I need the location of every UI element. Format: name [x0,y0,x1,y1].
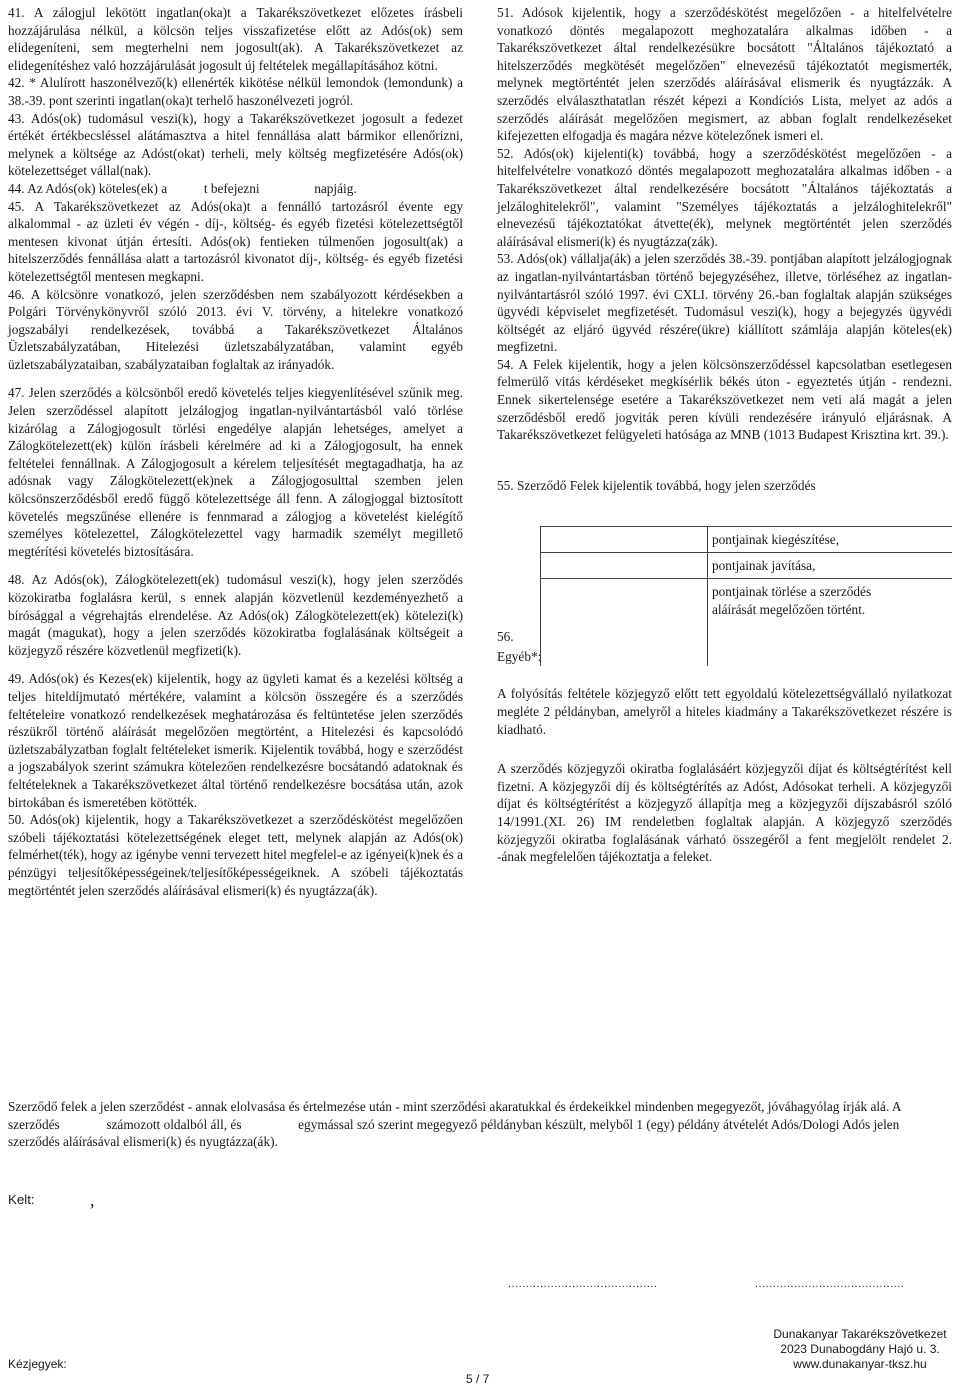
left-column [8,4,463,899]
clause-46: 46. A kölcsönre vonatkozó, jelen szerződésben nem szabályozott kérdésekben a Polgári Törvénykönyvről szóló 2013. évi V. törvény, a hitelekre vonatkozó jogszabályi rendelkezések, továbbá a Takarékszövetkezet Általános Üzletszabályzatában, Hitelezési üzletszabályzatában, valamint egyéb üzletszabályzataiban, szabályzataiban foglaltak az irányadók. [8,286,463,372]
bank-name: Dunakanyar Takarékszövetkezet [773,1327,947,1341]
initials-label: Kézjegyek: [8,1357,67,1371]
closing-part-1: Szerződő felek a jelen szerződést - annak elolvasása és értelmezése után - mint szerződési akaratukkal és érdekeikkel mindenben megegyezőt, jóváhagyólag írják alá. A szerződés [8,1099,901,1132]
amend-supplement: pontjainak kiegészítése, [712,532,840,548]
clause-42: 42. * Alulírott haszonélvező(k) ellenérték kikötése nélkül lemondok (lemondunk) a 38.-39. pont szerinti ingatlan(oka)t terhelő haszonélvezeti jogról. [8,75,463,108]
clause-56-label: Egyéb*: [497,649,542,665]
amend-correction: pontjainak javítása, [712,558,816,574]
table-inner-border [707,526,708,666]
clause-43: 43. Adós(ok) tudomásul veszi(k), hogy a Takarékszövetkezet jogosult a fedezet értékét értékbecsléssel alátámasztva a hitel fennállása alatt bármikor ellenőrizni, melynek a költsége az Adóst(okat) terheli, mely költség megfizetésére Adós(ok) kötelezettséget vállal(nak). [8,110,463,179]
bank-info [762,1327,958,1372]
clause-44 [8,180,463,198]
clause-52: 52. Adós(ok) kijelenti(k) továbbá, hogy a szerződéskötést megelőzően - a hitelfelvételre vonatkozó döntés megalapozott meghozatalára alkalmas időben - a Takarékszövetkezet által rendelkezésére bocsátott "Általános tájékoztatás a jelzáloghitelekről", valamint "Személyes tájékoztatás a jelzáloghitelekről" elnevezésű tájékoztatókat átvette(ék), melynek megtörténtét jelen szerződés aláírásával elismeri(k) és nyugtázza(zák). [497,145,952,249]
clause-47: 47. Jelen szerződés a kölcsönből eredő követelés teljes kiegyenlítésével szűnik meg. Jelen szerződéssel alapított jelzálogjog ingatlan-nyilvántartásból való törlése kizárólag a Zálogjogosult törlési engedélye alapján lehetséges, amelyet a Zálogkötelezett(ek) külön írásbeli kérelmére ad ki a Zálogjogosult, ha ennek feltételei fennállnak. A Zálogjogosult a kérelem teljesítését megtagadhatja, ha az adósnak vagy Zálogkötelezett(ek)nek a Zálogjogosulttal szemben jelen kölcsönszerződésből eredő függő kötelezettsége áll fenn. A zálogjoggal biztosított követelés megszűnése ellenére is fennmarad a zálogjog a követelést kielégítő személyes kötelezettel, Zálogkötelezettel vagy harmadik személyt megillető megtérítési követelés biztosítására. [8,385,463,559]
clause-56-number: 56. [497,629,514,645]
clause-53: 53. Adós(ok) vállalja(ák) a jelen szerződés 38.-39. pontjában alapított jelzálogjognak az ingatlan-nyilvántartásban történő bejegyzéséhez, illetve, törléséhez az ingatlan-nyilvántartásról szóló 1997. évi CXLI. törvény 26.-ban foglaltak alapján szükséges ügyvédi képviselet megfizetését. Tudomásul veszi(k), hogy a bejegyzés ügyvédi költségét az eljáró ügyvéd részére(ükre) kiállított számlája alapján köteles(ek) megfizetni. [497,251,952,355]
closing-part-2: számozott oldalból áll, és [106,1116,242,1132]
amendment-table [497,504,952,674]
page-number: 5 / 7 [466,1372,490,1386]
clause-54: 54. A Felek kijelentik, hogy a jelen kölcsönszerződéssel kapcsolatban esetlegesen felmerülő vitás kérdéseket megkísérlik békés úton - egyeztetés útján - rendezni. Ennek sikertelensége esetére a Takarékszövetkezet nem veti alá magát a jelen szerződésből eredő jogviták peren kívüli rendezésére irányuló eljárásnak. A Takarékszövetkezet felügyeleti hatósága az MNB (1013 Budapest Krisztina krt. 39.). [497,356,952,443]
clause-51: 51. Adósok kijelentik, hogy a szerződéskötést megelőzően - a hitelfelvételre vonatkozó döntés megalapozott meghozatalára alkalmas időben - a Takarékszövetkezet által rendelkezésükre bocsátott "Általános tájékoztató a hitelszerződés megkötését megelőzően" elnevezésű tájékoztatót megismerték, melynek megtörténtét jelen szerződés aláírásával elismerik és nyugtázzák. A szerződés elválaszthatatlan részét képezi a Kondíciós Lista, melyet az adós a szerződés aláírását megelőzően megismert, az abban foglalt rendelkezéseket kifejezetten elfogadja és magára nézve kötelezőnek ismeri el. [497,5,952,144]
table-rule [540,526,952,527]
bank-website: www.dunakanyar-tksz.hu [793,1357,927,1371]
place-date-comma: , [90,1190,95,1210]
clause-41: 41. A zálogjul lekötött ingatlan(oka)t a Takarékszövetkezet előzetes írásbeli hozzájárulása nélkül, a kölcsön teljes visszafizetése előtt az Adós(ok) sem elidegeníteni, sem megterhelni nem jogosult(ak). A Takarékszövetkezet az elidegenítéshez való hozzájárulását jogosult új feltételek megállapításához kötni. [8,5,463,73]
amend-deletion: pontjainak törlése a szerződés aláírását megelőzően történt. [712,584,872,618]
notary-fee-clause: A szerződés közjegyzői okiratba foglalásáért közjegyzői díjat és költségtérítést kell fizetni. A közjegyzői díj és költségtérítés az Adóst, Adósokat terheli. A közjegyzői díjat és költségtérítést a közjegyző állapítja meg a közjegyzői díjszabásról szóló 14/1991.(XI. 26) IM rendeletben foglaltak alapján. A közjegyző szerződés közjegyzői okiratba foglalásának várható összegéről a fent megjelölt rendelet 2. -ának megfelelően tájékoztatja a feleket. [497,761,952,865]
clause-44-end: napjáig. [314,180,357,196]
clause-55: 55. Szerződő Felek kijelentik továbbá, hogy jelen szerződés [497,477,816,493]
signature-line-1: .......................................... [508,1278,658,1290]
bank-address: 2023 Dunabogdány Hajó u. 3. [780,1342,940,1356]
clause-50: 50. Adós(ok) kijelentik, hogy a Takarékszövetkezet a szerződéskötést megelőzően szóbeli tájékoztatási kötelezettségének eleget tett, melynek alapján az Adós(ok) felmérhet(ték), hogy az igénybe venni tervezett hitel megfelel-e az igényei(k)nek és a pénzügyi teljesítőképességeinek/teljesítőképességeiknek. A szóbeli tájékoztatás megtörténtét jelen szerződés aláírásával elismeri(k) és nyugtázza(ák). [8,812,463,898]
table-rule [540,552,952,553]
disbursement-condition: A folyósítás feltétele közjegyző előtt tett egyoldalú kötelezettségvállaló nyilatkozat megléte 2 példányban, amelyről a hiteles kiadmány a Takarékszövetkezet részére is kiadható. [497,686,952,737]
clause-44-middle: t befejezni [203,180,260,196]
right-column [497,4,952,866]
clause-45: 45. A Takarékszövetkezet az Adós(oka)t a fennálló tartozásról évente egy alkalommal - az üzleti év végén - díj-, költség- és egyéb fizetési kötelezettségtől mentesen kivonat útján értesíti. Adós(ok) fentieken túlmenően jogosult(ak) a hitelszerződés fennállása alatt a tartozásról kivonatot díj-, költség- és egyéb fizetési kötelezettségtől mentesen megkapni. [8,198,463,284]
closing-part-3: egymással szó szerint megegyező példányban készült, melyből 1 (egy) példány átvételét Adós/Dologi Adós jelen szerződés aláírásával elismeri(k) és nyugtázza(ák). [8,1116,900,1150]
table-left-border [540,526,541,666]
clause-49: 49. Adós(ok) és Kezes(ek) kijelentik, hogy az ügyleti kamat és a kezelési költség a teljes hiteldíjmutató mértékére, valamint a kölcsön összegére és a szerződés feltételeire vonatkozó rendelkezések meghatározása és feltüntetése jelen szerződés részükről történő aláírását megelőzően megtörtént, a Hitelezési és kapcsolódó üzletszabályzatban foglalt feltételeket ismerik. Kijelentik továbbá, hogy e szerződést a jogszabályok szerint számukra kötelezően rendelkezésre bocsátandó adatoknak és feltételeknek a Takarékszövetkezet által történő rendelkezésre bocsátása után, azok birtokában és ismeretében kötötték. [8,671,463,810]
clause-44-start: 44. Az Adós(ok) köteles(ek) a [8,180,168,196]
table-rule [540,578,952,579]
place-date-label: Kelt: [8,1192,35,1207]
closing-statement [8,1098,952,1151]
clause-48: 48. Az Adós(ok), Zálogkötelezett(ek) tudomásul veszi(k), hogy jelen szerződés közokiratba foglalásra kerül, s ennek alapján közvetlenül kezdeményezhető a bírósággal a végrehajtás elrendelése. Az Adós(ok) Zálogkötelezett(ek) kötelezi(k) magát (magukat), hogy a jelen szerződés közokiratba foglalásának költségeit a közjegyző részére közvetlenül megfizeti(k). [8,572,463,658]
signature-line-2: .......................................... [755,1278,905,1290]
